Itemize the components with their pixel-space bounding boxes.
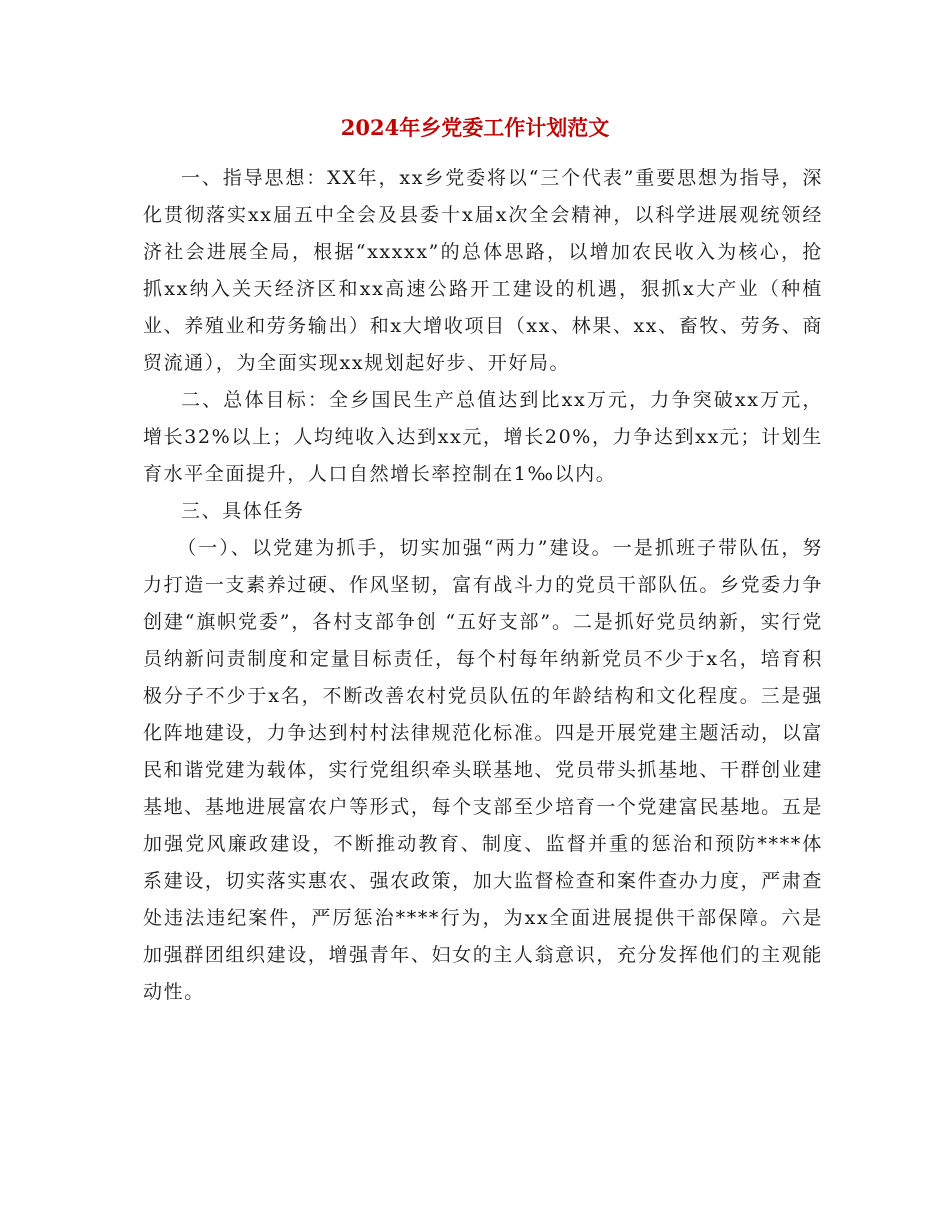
paragraph-overall-goals: 二、总体目标：全乡国民生产总值达到比xx万元，力争突破xx万元，增长32%以上；人均纯收入达到xx元，增长20%，力争达到xx元；计划生育水平全面提升，人口自然增长率控制在1‰以内。 [143,389,823,485]
paragraph-party-building: （一）、以党建为抓手，切实加强“两力”建设。一是抓班子带队伍，努力打造一支素养过硬、作风坚韧，富有战斗力的党员干部队伍。乡党委力争创建“旗帜党委”，各村支部争创 “五好支部”。二是抓好党员纳新，实行党员纳新问责制度和定量目标责任，每个村每年纳新党员不少于x名，培育积极分子不少于x名，不断改善农村党员队伍的年龄结构和文化程度。三是强化阵地建设，力争达到村村法律规范化标准。四是开展党建主题活动，以富民和谐党建为载体，实行党组织牵头联基地、党员带头抓基地、干群创业建基地、基地进展富农户等形式，每个支部至少培育一个党建富民基地。五是加强党风廉政建设，不断推动教育、制度、监督并重的惩治和预防****体系建设，切实落实惠农、强农政策，加大监督检查和案件查办力度，严肃查处违法违纪案件，严厉惩治****行为，为xx全面进展提供干部保障。六是加强群团组织建设，增强青年、妇女的主人翁意识，充分发挥他们的主观能动性。 [143,537,823,1003]
document-title: 2024年乡党委工作计划范文 [340,115,610,140]
document-body [143,160,823,1011]
paragraph-guiding-ideology: 一、指导思想：XX年，xx乡党委将以“三个代表”重要思想为指导，深化贯彻落实xx届五中全会及县委十x届x次全会精神，以科学进展观统领经济社会进展全局，根据“xxxxx”的总体思路，以增加农民收入为核心，抢抓xx纳入关天经济区和xx高速公路开工建设的机遇，狠抓x大产业（种植业、养殖业和劳务输出）和x大增收项目（xx、林果、xx、畜牧、劳务、商贸流通），为全面实现xx规划起好步、开好局。 [143,167,823,374]
paragraph-specific-tasks-heading: 三、具体任务 [181,500,305,522]
